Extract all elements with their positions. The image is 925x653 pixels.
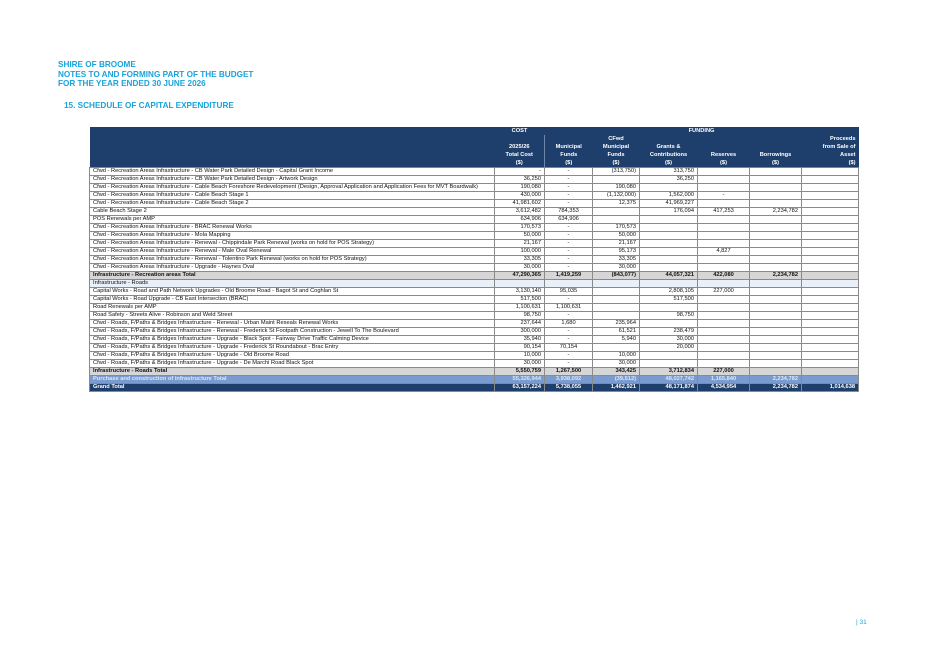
row-value: 3,938,092 [545, 376, 593, 384]
row-description: Infrastructure - Roads [90, 280, 495, 288]
row-value: (39,512) [593, 376, 640, 384]
table-row [90, 240, 859, 248]
col-header [698, 135, 750, 143]
table-row [90, 320, 859, 328]
row-value [640, 184, 698, 192]
row-value: 235,964 [593, 320, 640, 328]
row-value [750, 296, 802, 304]
header-group-row [90, 127, 859, 135]
row-value: 36,250 [640, 176, 698, 184]
row-value [750, 328, 802, 336]
table-row [90, 224, 859, 232]
col-header: Proceeds [802, 135, 859, 143]
row-value [802, 184, 859, 192]
row-description: Infrastructure - Recreation areas Total [90, 272, 495, 280]
row-value: 47,290,365 [495, 272, 545, 280]
row-description: Cfwd - Recreation Areas Infrastructure - Cable Beach Stage 2 [90, 200, 495, 208]
row-value: 10,000 [495, 352, 545, 360]
row-value: 1,165,840 [698, 376, 750, 384]
table-row [90, 352, 859, 360]
row-value [802, 288, 859, 296]
row-value [593, 176, 640, 184]
row-value: 50,000 [495, 232, 545, 240]
row-value: - [545, 360, 593, 368]
col-header [750, 143, 802, 151]
row-value: - [545, 168, 593, 176]
row-value: (313,750) [593, 168, 640, 176]
row-value: 170,573 [593, 224, 640, 232]
col-header: 2025/26 [495, 143, 545, 151]
total-row [90, 272, 859, 280]
row-description: Cfwd - Roads, F/Paths & Bridges Infrastructure - Upgrade - Black Spot - Fairway Drive Traffic Calming Device [90, 336, 495, 344]
row-description: Cfwd - Roads, F/Paths & Bridges Infrastructure - Renewal - Frederick St Footpath Construction - Jewell To The Boulevard [90, 328, 495, 336]
row-value: 4,534,954 [698, 384, 750, 392]
row-value [750, 280, 802, 288]
row-value: 1,100,631 [545, 304, 593, 312]
row-value [750, 360, 802, 368]
row-value [593, 304, 640, 312]
purchase-total-row [90, 376, 859, 384]
row-value [802, 248, 859, 256]
row-value [750, 344, 802, 352]
table-row [90, 336, 859, 344]
table-row [90, 208, 859, 216]
row-description: Grand Total [90, 384, 495, 392]
col-header [698, 143, 750, 151]
row-description: Capital Works - Road and Path Network Upgrades - Old Broome Road - Bagot St and Coghlan St [90, 288, 495, 296]
row-description: Cfwd - Recreation Areas Infrastructure - Renewal - Chippindale Park Renewal (works on hold for POS Strategy) [90, 240, 495, 248]
row-description: Cfwd - Recreation Areas Infrastructure - CB Water Park Detailed Design - Artwork Design [90, 176, 495, 184]
row-value: 5,550,759 [495, 368, 545, 376]
row-value [698, 232, 750, 240]
col-header: Funds [545, 151, 593, 159]
row-value: 33,305 [593, 256, 640, 264]
row-value: 1,562,000 [640, 192, 698, 200]
row-value [750, 336, 802, 344]
row-description: Cfwd - Recreation Areas Infrastructure - Mola Mapping [90, 232, 495, 240]
row-description: Infrastructure - Roads Total [90, 368, 495, 376]
row-value [750, 168, 802, 176]
row-description: POS Renewals per AMP [90, 216, 495, 224]
col-header: Municipal [593, 143, 640, 151]
table-row [90, 176, 859, 184]
row-value [698, 280, 750, 288]
row-value: - [545, 256, 593, 264]
row-value [698, 216, 750, 224]
table-row [90, 304, 859, 312]
col-header [640, 135, 698, 143]
row-value [750, 288, 802, 296]
row-value [802, 240, 859, 248]
row-value [640, 320, 698, 328]
row-value [698, 320, 750, 328]
row-value [698, 264, 750, 272]
row-value [802, 232, 859, 240]
row-value: 30,000 [495, 360, 545, 368]
row-value [698, 224, 750, 232]
row-description: Cfwd - Roads, F/Paths & Bridges Infrastructure - Renewal - Urban Maint Reseals Renewal Works [90, 320, 495, 328]
row-value: - [545, 232, 593, 240]
row-value [802, 328, 859, 336]
row-value: 517,500 [640, 296, 698, 304]
row-value: 5,940 [593, 336, 640, 344]
row-value: 55,326,944 [495, 376, 545, 384]
row-description: Road Renewals per AMP [90, 304, 495, 312]
row-value [802, 224, 859, 232]
col-unit: ($) [640, 159, 698, 168]
row-value: - [545, 312, 593, 320]
row-value [698, 184, 750, 192]
table-row [90, 360, 859, 368]
row-value: 784,353 [545, 208, 593, 216]
row-value: 313,750 [640, 168, 698, 176]
row-value: - [545, 296, 593, 304]
row-value [750, 240, 802, 248]
col-header [495, 135, 545, 143]
row-value [750, 216, 802, 224]
row-description: Cable Beach Stage 2 [90, 208, 495, 216]
row-value [593, 288, 640, 296]
row-value [698, 328, 750, 336]
row-value [698, 296, 750, 304]
row-description: Cfwd - Recreation Areas Infrastructure - Renewal - Male Oval Renewal [90, 248, 495, 256]
row-value: 2,234,782 [750, 384, 802, 392]
header-row-3 [90, 151, 859, 159]
col-header: Borrowings [750, 151, 802, 159]
row-value [750, 304, 802, 312]
cost-group-label: COST [495, 127, 545, 135]
table-row [90, 312, 859, 320]
row-value [640, 256, 698, 264]
row-description: Cfwd - Recreation Areas Infrastructure - BRAC Renewal Works [90, 224, 495, 232]
table-row [90, 344, 859, 352]
row-value [750, 352, 802, 360]
row-value [802, 304, 859, 312]
row-value [593, 312, 640, 320]
category-row [90, 280, 859, 288]
row-value [802, 216, 859, 224]
row-value [640, 216, 698, 224]
row-value [750, 176, 802, 184]
row-value [802, 168, 859, 176]
row-value: 21,167 [593, 240, 640, 248]
row-value [750, 256, 802, 264]
row-value [802, 320, 859, 328]
col-header: Reserves [698, 151, 750, 159]
col-header [545, 135, 593, 143]
row-value: 176,094 [640, 208, 698, 216]
section-title: 15. SCHEDULE OF CAPITAL EXPENDITURE [64, 101, 234, 110]
row-value [802, 200, 859, 208]
row-value: (1,132,000) [593, 192, 640, 200]
col-header: from Sale of [802, 143, 859, 151]
row-value: 3,130,140 [495, 288, 545, 296]
row-value [802, 296, 859, 304]
row-value: 238,479 [640, 328, 698, 336]
row-value: 35,940 [495, 336, 545, 344]
table-row [90, 248, 859, 256]
row-value: 30,000 [640, 336, 698, 344]
row-value: 430,000 [495, 192, 545, 200]
funding-group-label: FUNDING [545, 127, 859, 135]
row-value: 5,738,055 [545, 384, 593, 392]
row-value [640, 304, 698, 312]
row-value: 1,014,638 [802, 384, 859, 392]
row-value [802, 256, 859, 264]
row-value: 227,000 [698, 368, 750, 376]
col-header: Contributions [640, 151, 698, 159]
total-row [90, 368, 859, 376]
row-value: 422,080 [698, 272, 750, 280]
grand-total-row [90, 384, 859, 392]
row-value [802, 376, 859, 384]
row-value [698, 240, 750, 248]
row-value: 227,000 [698, 288, 750, 296]
row-description: Cfwd - Recreation Areas Infrastructure - Renewal - Tolentino Park Renewal (works on hold for POS Strategy) [90, 256, 495, 264]
row-value [698, 312, 750, 320]
row-value [593, 296, 640, 304]
row-value [802, 272, 859, 280]
row-value: 1,419,259 [545, 272, 593, 280]
row-value: 63,157,224 [495, 384, 545, 392]
table-row [90, 328, 859, 336]
row-value: 2,234,782 [750, 208, 802, 216]
row-value: 98,750 [495, 312, 545, 320]
table-body [90, 168, 859, 392]
row-value: - [545, 336, 593, 344]
row-value [698, 344, 750, 352]
row-value: 1,680 [545, 320, 593, 328]
row-value [750, 368, 802, 376]
row-value: 517,500 [495, 296, 545, 304]
col-unit: ($) [495, 159, 545, 168]
row-value [698, 200, 750, 208]
row-value: 1,462,921 [593, 384, 640, 392]
row-value: - [545, 176, 593, 184]
row-value: - [545, 192, 593, 200]
row-value: 30,000 [593, 264, 640, 272]
row-value [640, 240, 698, 248]
col-unit: ($) [545, 159, 593, 168]
row-value: 417,253 [698, 208, 750, 216]
col-header [750, 135, 802, 143]
row-value: - [545, 224, 593, 232]
row-value [698, 256, 750, 264]
row-value: 70,154 [545, 344, 593, 352]
row-value [802, 368, 859, 376]
col-header: Municipal [545, 143, 593, 151]
col-unit: ($) [593, 159, 640, 168]
row-value: 41,969,227 [640, 200, 698, 208]
capital-expenditure-table [89, 127, 859, 392]
row-value [640, 352, 698, 360]
col-header: Funds [593, 151, 640, 159]
row-value [750, 312, 802, 320]
col-header: Asset [802, 151, 859, 159]
row-value [698, 360, 750, 368]
row-value [640, 360, 698, 368]
row-value: 4,827 [698, 248, 750, 256]
row-value: 90,154 [495, 344, 545, 352]
row-value: 343,425 [593, 368, 640, 376]
row-value [802, 360, 859, 368]
col-unit: ($) [750, 159, 802, 168]
col-unit: ($) [698, 159, 750, 168]
row-description: Road Safety - Streets Alive - Robinson and Weld Street [90, 312, 495, 320]
row-value: - [698, 192, 750, 200]
row-value [593, 208, 640, 216]
row-value [640, 264, 698, 272]
row-value: - [545, 248, 593, 256]
row-value: - [495, 168, 545, 176]
row-value: (843,077) [593, 272, 640, 280]
row-value [593, 216, 640, 224]
row-value: 33,305 [495, 256, 545, 264]
row-description: Cfwd - Roads, F/Paths & Bridges Infrastructure - Upgrade - Frederick St Roundabout - Brac Entry [90, 344, 495, 352]
row-value [802, 312, 859, 320]
table-row [90, 216, 859, 224]
row-value: 10,000 [593, 352, 640, 360]
row-value [593, 344, 640, 352]
row-value: 50,000 [593, 232, 640, 240]
table-row [90, 296, 859, 304]
row-value: 3,612,482 [495, 208, 545, 216]
col-header: Grants & [640, 143, 698, 151]
row-value [750, 248, 802, 256]
row-value: 95,173 [593, 248, 640, 256]
row-value: 300,000 [495, 328, 545, 336]
row-value [802, 344, 859, 352]
row-value: 44,057,321 [640, 272, 698, 280]
row-value: - [545, 184, 593, 192]
row-value: 190,080 [495, 184, 545, 192]
document-header [58, 60, 253, 89]
row-value [750, 264, 802, 272]
row-value: 100,000 [495, 248, 545, 256]
header-row-2 [90, 143, 859, 151]
col-header: CFwd [593, 135, 640, 143]
row-value: 48,027,742 [640, 376, 698, 384]
table-row [90, 192, 859, 200]
row-value [698, 352, 750, 360]
row-value: 61,521 [593, 328, 640, 336]
row-value: 190,080 [593, 184, 640, 192]
row-value [750, 232, 802, 240]
row-value: 20,000 [640, 344, 698, 352]
row-value: - [545, 240, 593, 248]
row-value [640, 248, 698, 256]
header-row-1 [90, 135, 859, 143]
row-value [750, 192, 802, 200]
table-row [90, 256, 859, 264]
row-value: - [545, 200, 593, 208]
row-value [802, 208, 859, 216]
row-value: 36,250 [495, 176, 545, 184]
row-value: 2,234,782 [750, 376, 802, 384]
row-value: 30,000 [495, 264, 545, 272]
row-value [698, 168, 750, 176]
page-number: | 31 [856, 619, 867, 626]
row-value [802, 192, 859, 200]
row-value [545, 280, 593, 288]
row-value [698, 336, 750, 344]
row-value: 2,808,105 [640, 288, 698, 296]
row-value [750, 320, 802, 328]
row-value: 21,167 [495, 240, 545, 248]
row-value [495, 280, 545, 288]
row-value [750, 224, 802, 232]
table-row [90, 200, 859, 208]
row-description: Cfwd - Recreation Areas Infrastructure - Cable Beach Stage 1 [90, 192, 495, 200]
row-value [640, 280, 698, 288]
row-description: Cfwd - Recreation Areas Infrastructure - Upgrade - Haynes Oval [90, 264, 495, 272]
row-value [802, 336, 859, 344]
table-row [90, 288, 859, 296]
row-value [802, 264, 859, 272]
row-value: 41,981,602 [495, 200, 545, 208]
row-description: Cfwd - Recreation Areas Infrastructure - Cable Beach Foreshore Redevelopment (Design, Approval Application and Application Fees for MVT Boardwalk) [90, 184, 495, 192]
row-value: 95,035 [545, 288, 593, 296]
row-value: 12,375 [593, 200, 640, 208]
row-value: - [545, 264, 593, 272]
row-value: - [545, 352, 593, 360]
row-value: 634,906 [545, 216, 593, 224]
row-value: 634,906 [495, 216, 545, 224]
col-header: Total Cost [495, 151, 545, 159]
header-period: FOR THE YEAR ENDED 30 JUNE 2026 [58, 79, 206, 89]
row-value [698, 304, 750, 312]
row-description: Capital Works - Road Upgrade - CB East Intersection (BRAC) [90, 296, 495, 304]
row-value: 1,267,500 [545, 368, 593, 376]
table-row [90, 168, 859, 176]
row-description: Cfwd - Roads, F/Paths & Bridges Infrastructure - Upgrade - Old Broome Road [90, 352, 495, 360]
row-value: - [545, 328, 593, 336]
col-unit: ($) [802, 159, 859, 168]
row-value: 2,234,782 [750, 272, 802, 280]
row-value: 48,171,874 [640, 384, 698, 392]
row-value: 1,100,631 [495, 304, 545, 312]
row-description: Cfwd - Roads, F/Paths & Bridges Infrastructure - Upgrade - De Marchi Road Black Spot [90, 360, 495, 368]
row-value [802, 352, 859, 360]
table-row [90, 232, 859, 240]
row-value [640, 232, 698, 240]
row-value: 30,000 [593, 360, 640, 368]
row-value: 3,712,834 [640, 368, 698, 376]
row-value [802, 280, 859, 288]
header-subtitle: NOTES TO AND FORMING PART OF THE BUDGET [58, 69, 254, 79]
row-value: 237,644 [495, 320, 545, 328]
row-value: 98,750 [640, 312, 698, 320]
row-value: 170,573 [495, 224, 545, 232]
table-row [90, 184, 859, 192]
row-value [750, 200, 802, 208]
row-value [640, 224, 698, 232]
header-units-row [90, 159, 859, 168]
row-description: Cfwd - Recreation Areas Infrastructure - CB Water Park Detailed Design - Capital Grant Income [90, 168, 495, 176]
row-value [750, 184, 802, 192]
org-name: SHIRE OF BROOME [58, 60, 136, 69]
row-value [698, 176, 750, 184]
row-value [802, 176, 859, 184]
table-row [90, 264, 859, 272]
row-value [593, 280, 640, 288]
row-description: Purchase and construction of infrastructure Total [90, 376, 495, 384]
